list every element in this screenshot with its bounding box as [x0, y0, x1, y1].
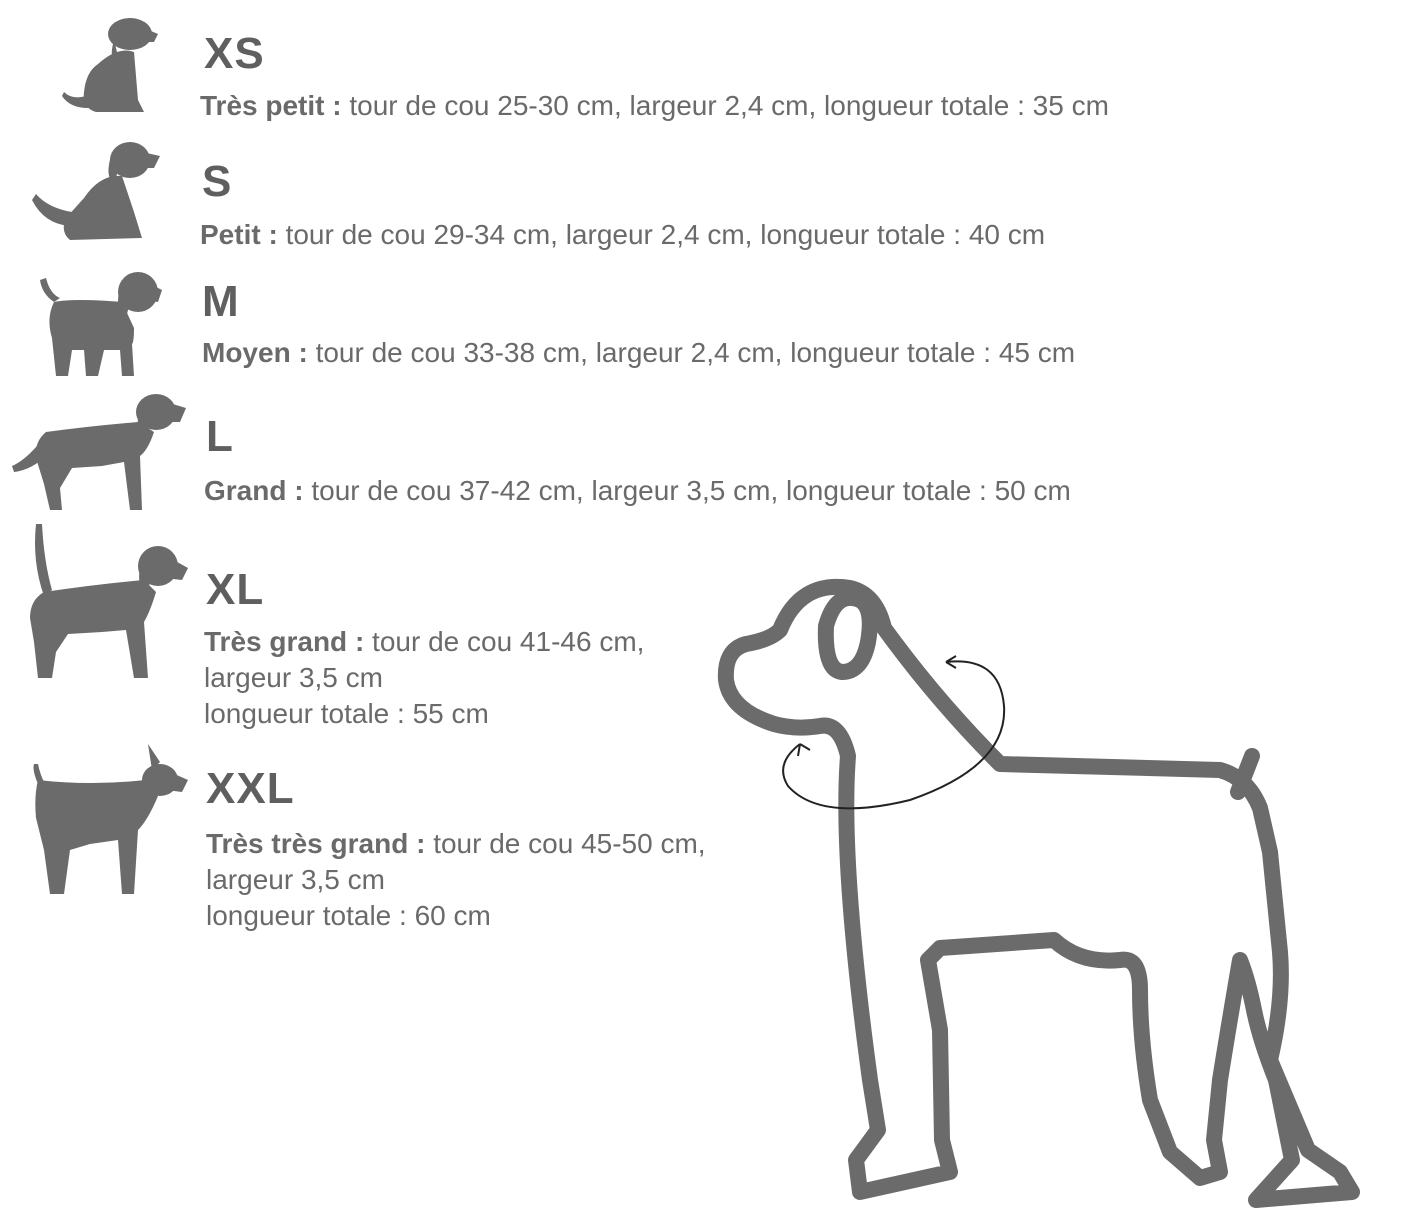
- size-description-xxl: [206, 826, 706, 934]
- size-detail-line: longueur totale : 55 cm: [204, 698, 489, 729]
- size-detail-line: longueur totale : 60 cm: [206, 900, 491, 931]
- doberman-dog-icon: [30, 740, 190, 900]
- small-dog-sitting-icon: [30, 138, 162, 244]
- puppy-sitting-icon: [58, 12, 162, 116]
- size-detail-line: tour de cou 37-42 cm, largeur 3,5 cm, longueur totale : 50 cm: [311, 475, 1071, 506]
- size-description-s: [200, 217, 1045, 253]
- size-detail-line: tour de cou 45-50 cm,: [433, 828, 706, 859]
- size-description-xs: [200, 88, 1109, 124]
- large-dog-standing-icon: [10, 388, 188, 516]
- size-label-s: Petit :: [200, 219, 278, 250]
- size-label-xl: Très grand :: [204, 626, 365, 657]
- size-detail-line: tour de cou 25-30 cm, largeur 2,4 cm, longueur totale : 35 cm: [349, 90, 1109, 121]
- medium-dog-standing-icon: [38, 268, 164, 380]
- size-description-l: [204, 473, 1071, 509]
- size-code-l: L: [206, 412, 234, 461]
- size-label-m: Moyen :: [202, 337, 308, 368]
- size-code-m: M: [202, 277, 240, 326]
- size-label-xxl: Très très grand :: [206, 828, 426, 859]
- size-code-s: S: [202, 157, 233, 206]
- size-detail-line: tour de cou 33-38 cm, largeur 2,4 cm, longueur totale : 45 cm: [315, 337, 1076, 368]
- size-detail-line: largeur 3,5 cm: [206, 864, 385, 895]
- size-code-xs: XS: [204, 29, 265, 78]
- dog-outline-neck-measure-icon: [700, 560, 1380, 1210]
- pointer-dog-icon: [18, 522, 190, 686]
- size-detail-line: tour de cou 41-46 cm,: [372, 626, 645, 657]
- size-label-xs: Très petit :: [200, 90, 342, 121]
- size-description-xl: [204, 624, 644, 732]
- size-code-xl: XL: [206, 565, 265, 614]
- size-code-xxl: XXL: [206, 764, 295, 813]
- size-description-m: [202, 335, 1075, 371]
- size-detail-line: largeur 3,5 cm: [204, 662, 383, 693]
- size-detail-line: tour de cou 29-34 cm, largeur 2,4 cm, longueur totale : 40 cm: [285, 219, 1046, 250]
- size-label-l: Grand :: [204, 475, 304, 506]
